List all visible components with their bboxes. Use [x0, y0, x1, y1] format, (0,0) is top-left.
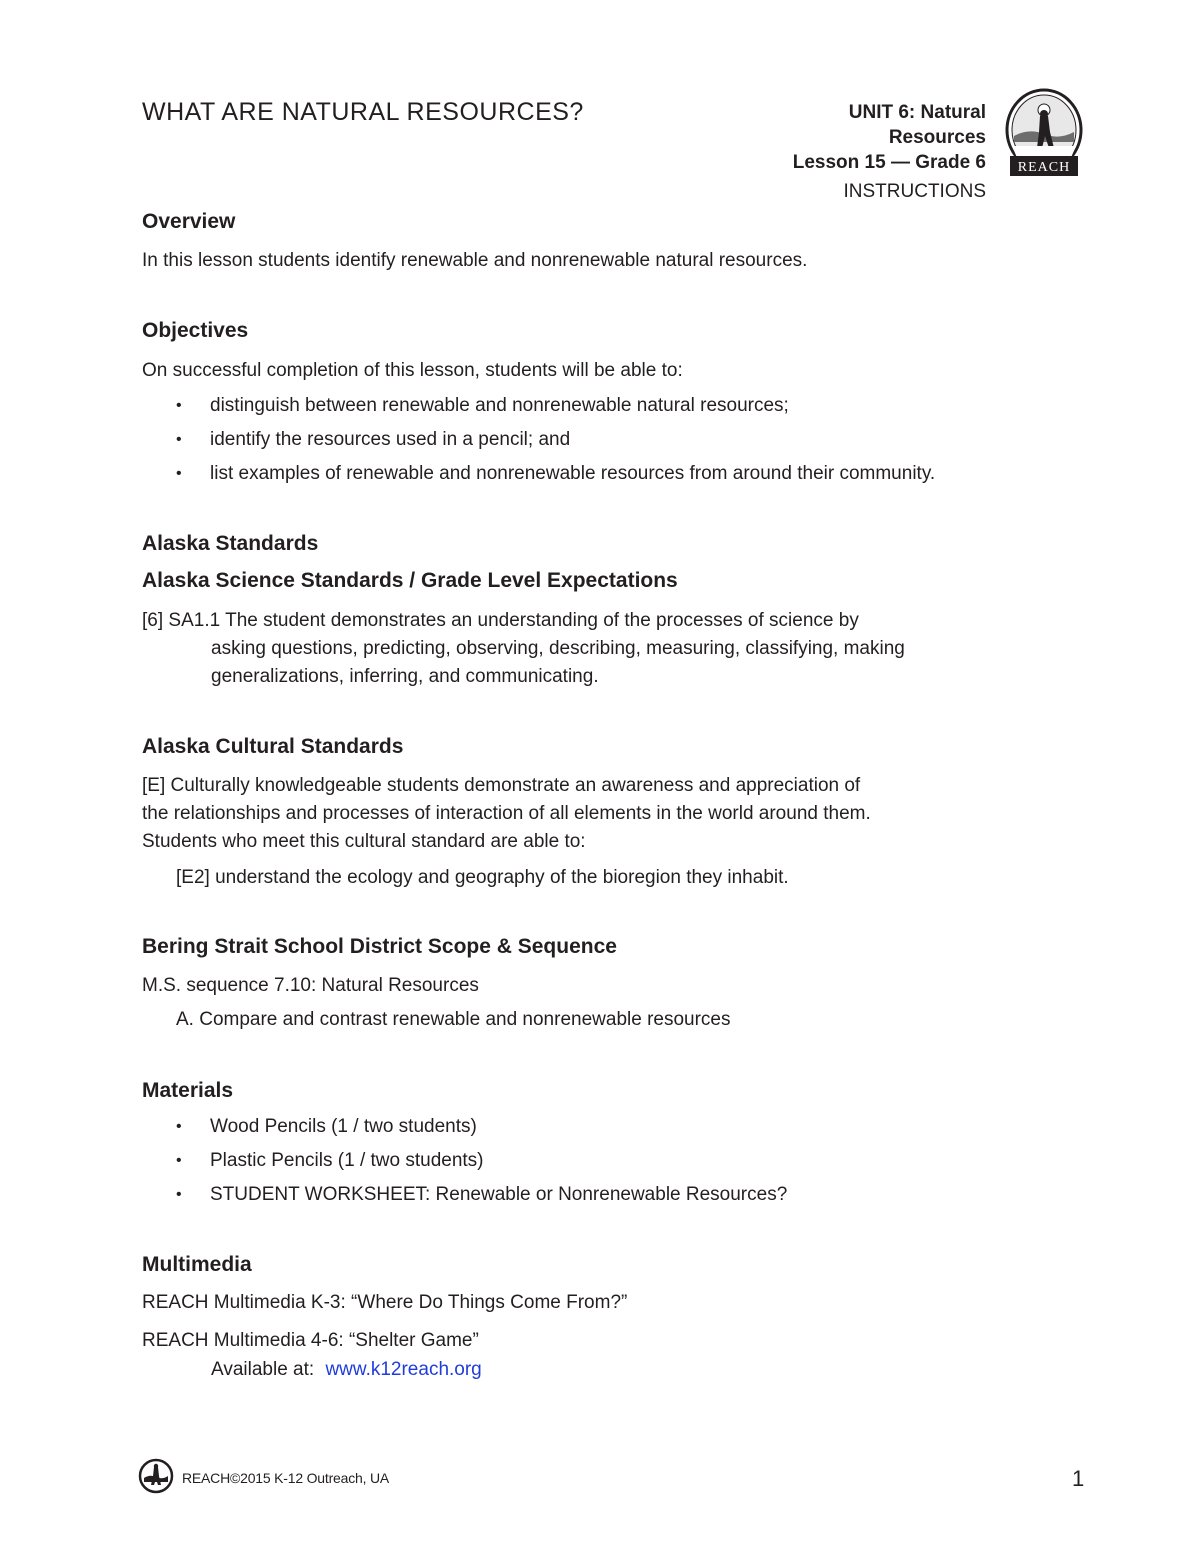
- bering-heading: Bering Strait School District Scope & Sequence: [142, 935, 617, 958]
- unit-info: [793, 100, 986, 204]
- science-standard-line2: asking questions, predicting, observing, describing, measuring, classifying, making: [211, 638, 905, 659]
- reach-footer-icon: [138, 1458, 174, 1494]
- available-line: [211, 1359, 482, 1381]
- science-standards-heading: Alaska Science Standards / Grade Level Expectations: [142, 569, 678, 592]
- multimedia-line1: REACH Multimedia K-3: “Where Do Things Come From?”: [142, 1292, 628, 1313]
- page-title: WHAT ARE NATURAL RESOURCES?: [142, 98, 584, 126]
- cultural-standard-line2: the relationships and processes of interaction of all elements in the world around them.: [142, 803, 871, 824]
- footer-copyright: REACH©2015 K-12 Outreach, UA: [182, 1470, 390, 1486]
- bering-line1: M.S. sequence 7.10: Natural Resources: [142, 975, 479, 996]
- logo-text: REACH: [1017, 160, 1071, 175]
- materials-heading: Materials: [142, 1079, 234, 1102]
- cultural-standard-line1: [E] Culturally knowledgeable students demonstrate an awareness and appreciation of: [142, 775, 861, 796]
- unit-line2: Resources: [888, 127, 986, 148]
- list-item: • Plastic Pencils (1 / two students): [176, 1149, 787, 1183]
- list-item: • identify the resources used in a pencil; and: [176, 428, 935, 462]
- available-label: Available at:: [211, 1359, 315, 1380]
- overview-text: In this lesson students identify renewable and nonrenewable natural resources.: [142, 250, 808, 271]
- cultural-standards-heading: Alaska Cultural Standards: [142, 735, 404, 758]
- overview-heading: Overview: [142, 210, 236, 233]
- objectives-intro: On successful completion of this lesson, students will be able to:: [142, 360, 683, 381]
- list-item: • STUDENT WORKSHEET: Renewable or Nonrenewable Resources?: [176, 1183, 787, 1217]
- bering-line2: A. Compare and contrast renewable and nonrenewable resources: [176, 1009, 731, 1030]
- cultural-standard-line3: Students who meet this cultural standard are able to:: [142, 831, 586, 852]
- page-number: 1: [1072, 1466, 1085, 1491]
- multimedia-line2: REACH Multimedia 4-6: “Shelter Game”: [142, 1330, 479, 1351]
- multimedia-heading: Multimedia: [142, 1253, 252, 1276]
- objectives-list: [176, 394, 935, 496]
- list-item: • distinguish between renewable and nonrenewable natural resources;: [176, 394, 935, 428]
- cultural-standard-sub: [E2] understand the ecology and geography of the bioregion they inhabit.: [176, 867, 789, 888]
- science-standard-line3: generalizations, inferring, and communicating.: [211, 666, 599, 687]
- list-item: • Wood Pencils (1 / two students): [176, 1115, 787, 1149]
- doc-type-label: INSTRUCTIONS: [843, 181, 986, 202]
- reach-logo: [1004, 88, 1084, 182]
- lesson-label: Lesson 15 — Grade 6: [792, 152, 986, 173]
- objectives-heading: Objectives: [142, 319, 249, 342]
- unit-line1: UNIT 6: Natural: [848, 102, 986, 123]
- list-item: • list examples of renewable and nonrenewable resources from around their community.: [176, 462, 935, 496]
- standards-heading: Alaska Standards: [142, 532, 319, 555]
- science-standard-line1: [6] SA1.1 The student demonstrates an understanding of the processes of science by: [142, 610, 859, 631]
- materials-list: [176, 1115, 787, 1217]
- website-link[interactable]: www.k12reach.org: [325, 1359, 482, 1380]
